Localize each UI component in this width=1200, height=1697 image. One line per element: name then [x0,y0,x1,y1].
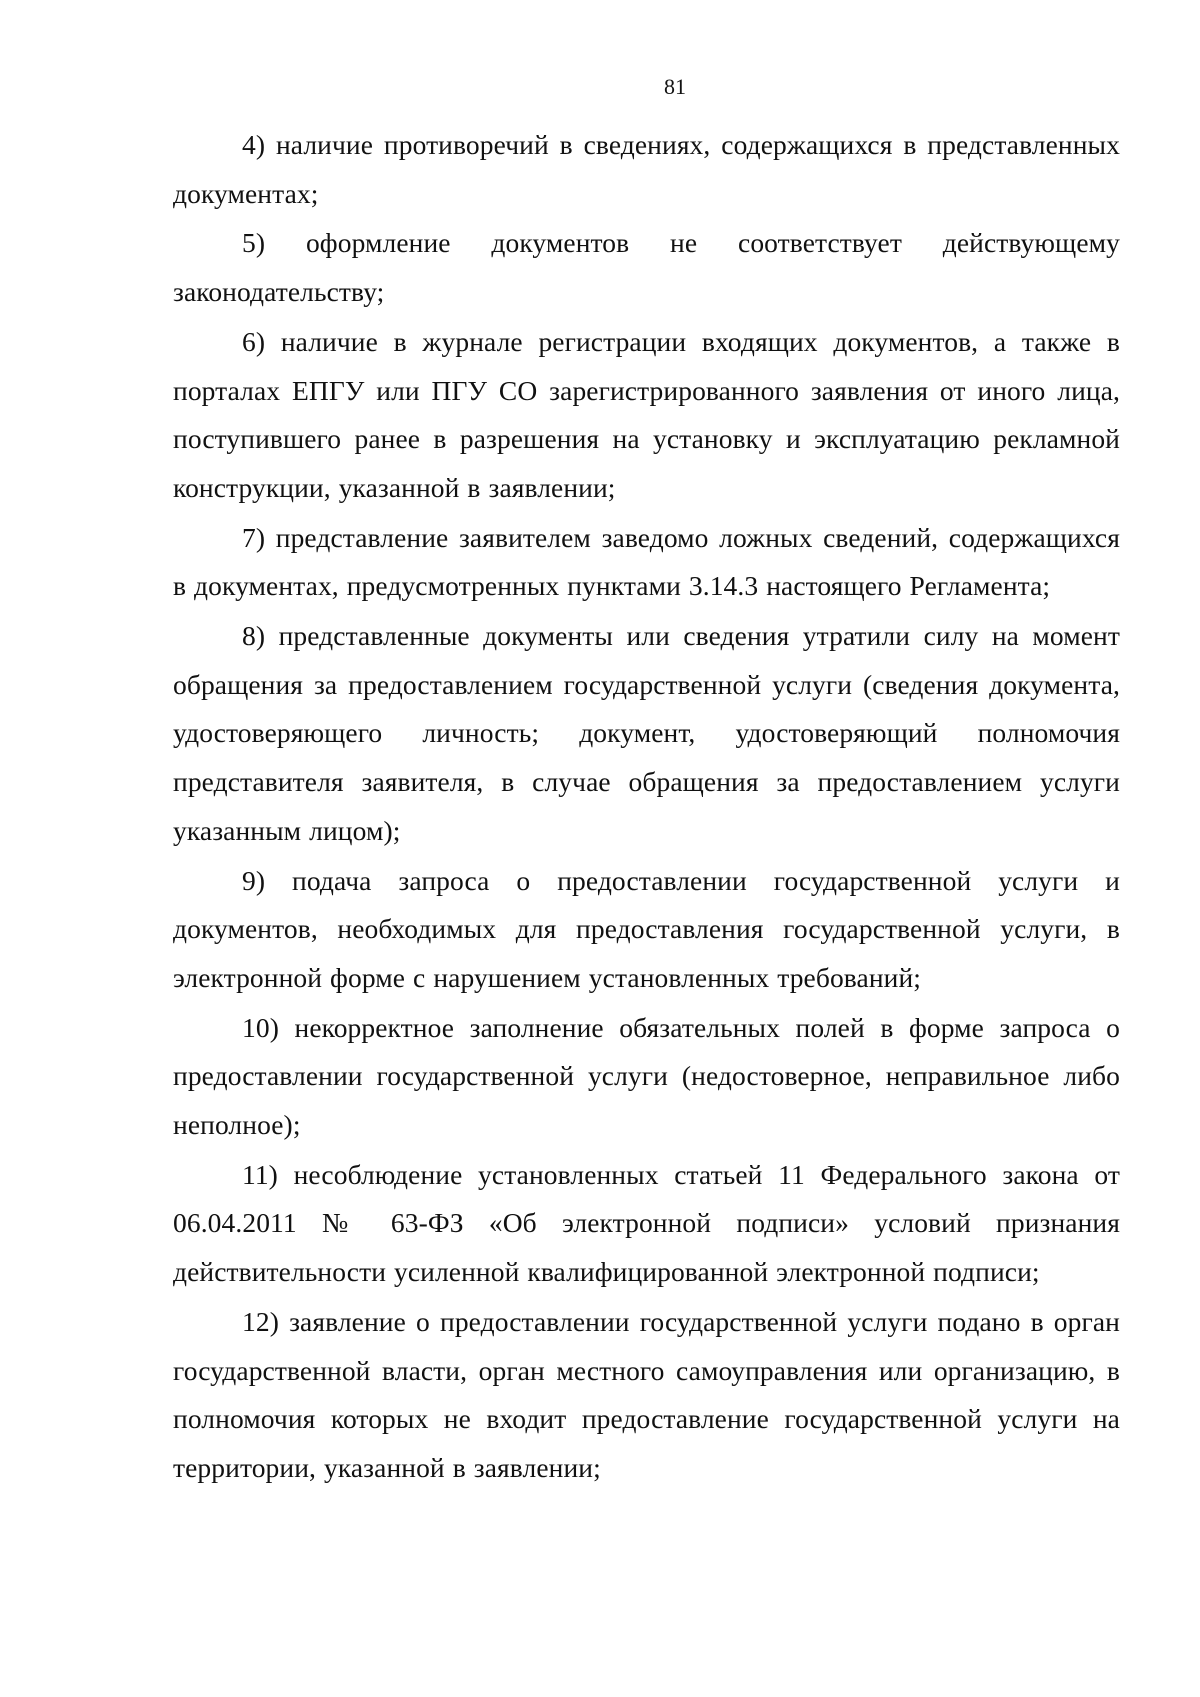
list-item-11: 11) несоблюдение установленных статьей 11 Федерального закона от 06.04.2011 № 63-ФЗ «Об электронной подписи» условий признания действительности усиленной квалифицированной электронной подписи; [173,1158,1120,1288]
list-item-7: 7) представление заявителем заведомо ложных сведений, содержащихся в документах, предусмотренных пунктами 3.14.3 настоящего Регламента; [173,521,1120,602]
document-body [173,121,1120,1494]
list-item-6: 6) наличие в журнале регистрации входящих документов, а также в порталах ЕПГУ или ПГУ СО зарегистрированного заявления от иного лица, поступившего ранее в разрешения на установку и эксплуатацию рекламной конструкции, указанной в заявлении; [173,325,1120,503]
page-number: 81 [664,74,686,99]
list-item-12: 12) заявление о предоставлении государственной услуги подано в орган государственной власти, орган местного самоуправления или организацию, в полномочия которых не входит предоставление государственной услуги на территории, указанной в заявлении; [173,1305,1120,1483]
list-item-10: 10) некорректное заполнение обязательных полей в форме запроса о предоставлении государственной услуги (недостоверное, неправильное либо неполное); [173,1011,1120,1141]
list-item-5: 5) оформление документов не соответствует действующему законодательству; [173,227,1120,308]
list-item-8: 8) представленные документы или сведения утратили силу на момент обращения за предоставлением государственной услуги (сведения документа, удостоверяющего личность; документ, удостоверяющий полномочия представителя заявителя, в случае обращения за предоставлением услуги указанным лицом); [173,620,1120,846]
list-item-4: 4) наличие противоречий в сведениях, содержащихся в представленных документах; [173,129,1120,209]
list-item-9: 9) подача запроса о предоставлении государственной услуги и документов, необходимых для предоставления государственной услуги, в электронной форме с нарушением установленных требований; [173,864,1120,993]
